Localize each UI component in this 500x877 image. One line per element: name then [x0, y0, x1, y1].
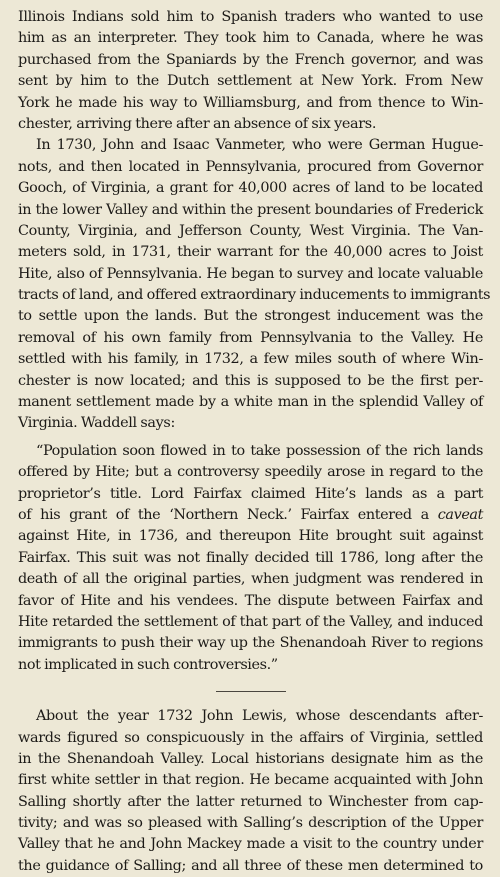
text-line: purchased from the Spaniards by the French governor, and was [18, 51, 483, 68]
text-line: Virginia. Waddell says: [18, 415, 175, 432]
text-line: In 1730, John and Isaac Vanmeter, who were German Hugue- [36, 137, 483, 154]
quote-line: immigrants to push their way up the Shenandoah River to regions [18, 635, 483, 652]
text-line: York he made his way to Williamsburg, and from thence to Win- [18, 94, 483, 111]
text-line: nots, and then located in Pennsylvania, procured from Governor [18, 158, 483, 175]
quote-line: death of all the original parties, when judgment was rendered in [18, 571, 483, 588]
quote-line: “Population soon flowed in to take possession of the rich lands [36, 442, 483, 459]
text-line: Salling shortly after the latter returned to Winchester from cap- [18, 793, 483, 810]
quote-line: proprietor’s title. Lord Fairfax claimed Hite’s lands as a part [18, 485, 483, 502]
text-line: meters sold, in 1731, their warrant for the 40,000 acres to Joist [18, 244, 483, 261]
text-line: chester is now located; and this is supposed to be the first per- [18, 372, 483, 389]
quote-line: against Hite, in 1736, and thereupon Hite brought suit against [18, 528, 483, 545]
quote-text: of his grant of the ‘Northern Neck.’ Fairfax entered a [18, 506, 429, 523]
text-line: to settle upon the lands. But the strongest inducement was the [18, 308, 483, 325]
text-line: County, Virginia, and Jefferson County, West Virginia. The Van- [18, 222, 483, 239]
text-line: manent settlement made by a white man in the splendid Valley of [18, 394, 483, 411]
section-divider [18, 676, 483, 706]
italic-term: caveat [437, 506, 483, 523]
quote-line [18, 505, 483, 526]
text-line: sent by him to the Dutch settlement at New York. From New [18, 73, 483, 90]
text-line: tracts of land, and offered extraordinary inducements to immigrants [18, 287, 491, 304]
text-line: in the lower Valley and within the present boundaries of Frederick [18, 201, 483, 218]
quote-line: Fairfax. This suit was not finally decided till 1786, long after the [18, 549, 483, 566]
quote-line: offered by Hite; but a controversy speedily arose in regard to the [18, 464, 483, 481]
divider-rule [216, 691, 286, 692]
text-line: the guidance of Salling; and all three of these men determined to [18, 857, 483, 874]
paragraph-2 [18, 135, 491, 434]
text-line: in the Shenandoah Valley. Local historians designate him as the [18, 750, 483, 767]
paragraph-1 [18, 7, 483, 135]
text-line: tivity; and was so pleased with Salling’s description of the Upper [18, 815, 483, 832]
text-line: chester, arriving there after an absence of six years. [18, 115, 377, 132]
text-line: first white settler in that region. He became acquainted with John [18, 772, 483, 789]
text-line: About the year 1732 John Lewis, whose descendants after- [36, 708, 483, 725]
text-line: Gooch, of Virginia, a grant for 40,000 acres of land to be located [18, 180, 483, 197]
quote-line: Hite retarded the settlement of that part of the Valley, and induced [18, 613, 483, 630]
text-line: removal of his own family from Pennsylvania to the Valley. He [18, 329, 483, 346]
paragraph-3 [18, 706, 483, 877]
text-line: settled with his family, in 1732, a few miles south of where Win- [18, 351, 483, 368]
block-quote [18, 441, 483, 676]
text-line: wards figured so conspicuously in the affairs of Virginia, settled [18, 729, 483, 746]
text-line: Hite, also of Pennsylvania. He began to survey and locate valuable [18, 265, 483, 282]
text-line: him as an interpreter. They took him to Canada, where he was [18, 30, 483, 47]
quote-line: favor of Hite and his vendees. The dispute between Fairfax and [18, 592, 483, 609]
quote-line: not implicated in such controversies.” [18, 656, 278, 673]
text-line: Valley that he and John Mackey made a visit to the country under [18, 836, 483, 853]
text-line: Illinois Indians sold him to Spanish traders who wanted to use [18, 9, 483, 25]
